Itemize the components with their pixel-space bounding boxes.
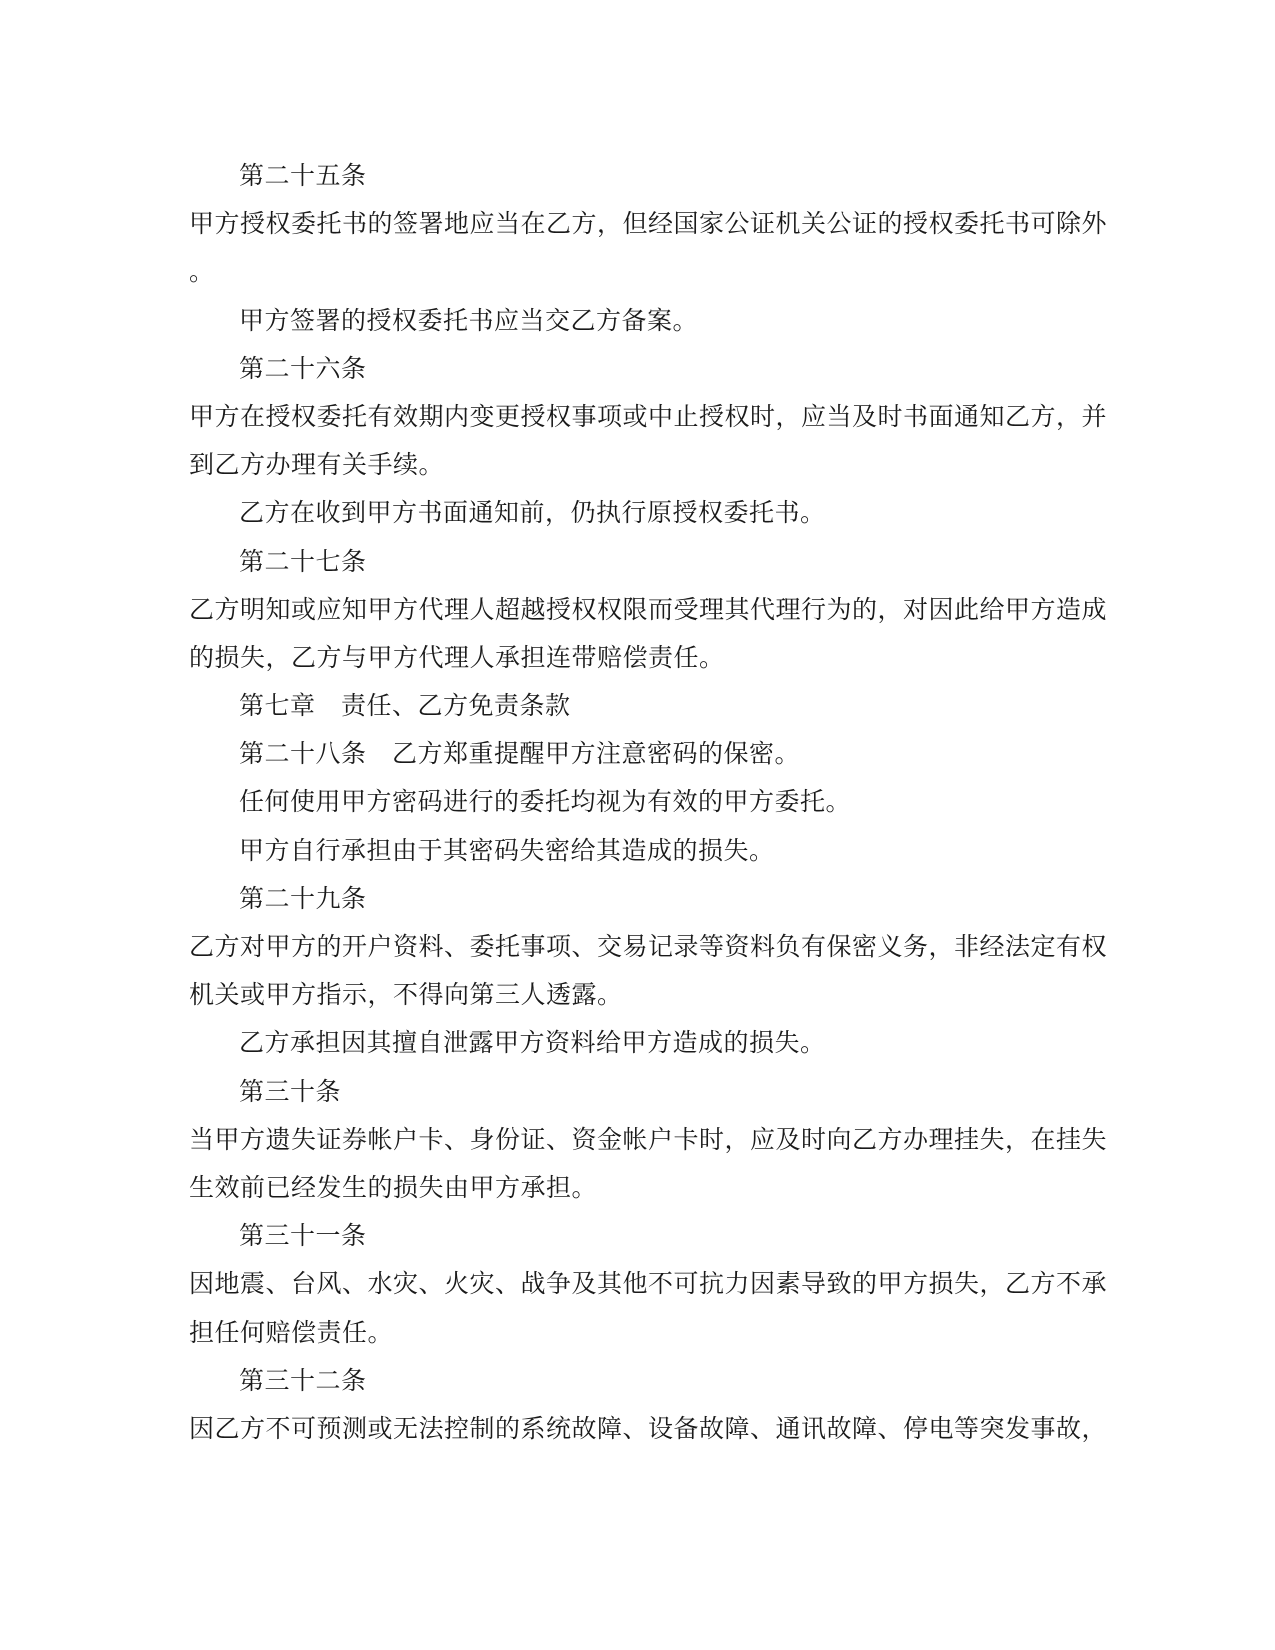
article-heading-31: 第三十一条 [239,1221,367,1251]
paragraph-line: 生效前已经发生的损失由甲方承担。 [189,1172,598,1202]
paragraph-line: 乙方在收到甲方书面通知前，仍执行原授权委托书。 [239,498,826,528]
document-body [189,152,1108,1453]
paragraph-line: 的损失，乙方与甲方代理人承担连带赔偿责任。 [189,642,725,672]
article-heading-29: 第二十九条 [239,883,367,913]
paragraph-line: 因地震、台风、水灾、火灾、战争及其他不可抗力因素导致的甲方损失，乙方不承 [189,1269,1108,1299]
paragraph-line: 因乙方不可预测或无法控制的系统故障、设备故障、通讯故障、停电等突发事故， [189,1413,1108,1443]
paragraph-line: 机关或甲方指示，不得向第三人透露。 [189,980,623,1010]
paragraph-line: 甲方在授权委托有效期内变更授权事项或中止授权时，应当及时书面通知乙方，并 [189,401,1108,431]
paragraph-line: 甲方签署的授权委托书应当交乙方备案。 [239,305,699,335]
paragraph-line: 甲方自行承担由于其密码失密给其造成的损失。 [239,835,775,865]
paragraph-line: 担任何赔偿责任。 [189,1317,394,1347]
paragraph-line: 乙方承担因其擅自泄露甲方资料给甲方造成的损失。 [239,1028,826,1058]
article-heading-30: 第三十条 [239,1076,342,1106]
article-heading-32: 第三十二条 [239,1365,367,1395]
article-heading-25: 第二十五条 [239,161,367,190]
article-heading-27: 第二十七条 [239,546,367,576]
paragraph-line: 到乙方办理有关手续。 [189,450,445,480]
article-heading-26: 第二十六条 [239,353,367,383]
paragraph-line: 甲方授权委托书的签署地应当在乙方，但经国家公证机关公证的授权委托书可除外 [189,209,1108,239]
chapter-heading-7: 第七章 责任、乙方免责条款 [239,691,571,721]
paragraph-line: 乙方对甲方的开户资料、委托事项、交易记录等资料负有保密义务，非经法定有权 [189,932,1108,961]
paragraph-line: 。 [189,257,215,287]
paragraph-line: 任何使用甲方密码进行的委托均视为有效的甲方委托。 [239,787,852,817]
paragraph-line: 乙方明知或应知甲方代理人超越授权权限而受理其代理行为的，对因此给甲方造成 [189,594,1108,624]
article-heading-28: 第二十八条 乙方郑重提醒甲方注意密码的保密。 [239,739,801,769]
paragraph-line: 当甲方遗失证券帐户卡、身份证、资金帐户卡时，应及时向乙方办理挂失，在挂失 [189,1124,1108,1154]
